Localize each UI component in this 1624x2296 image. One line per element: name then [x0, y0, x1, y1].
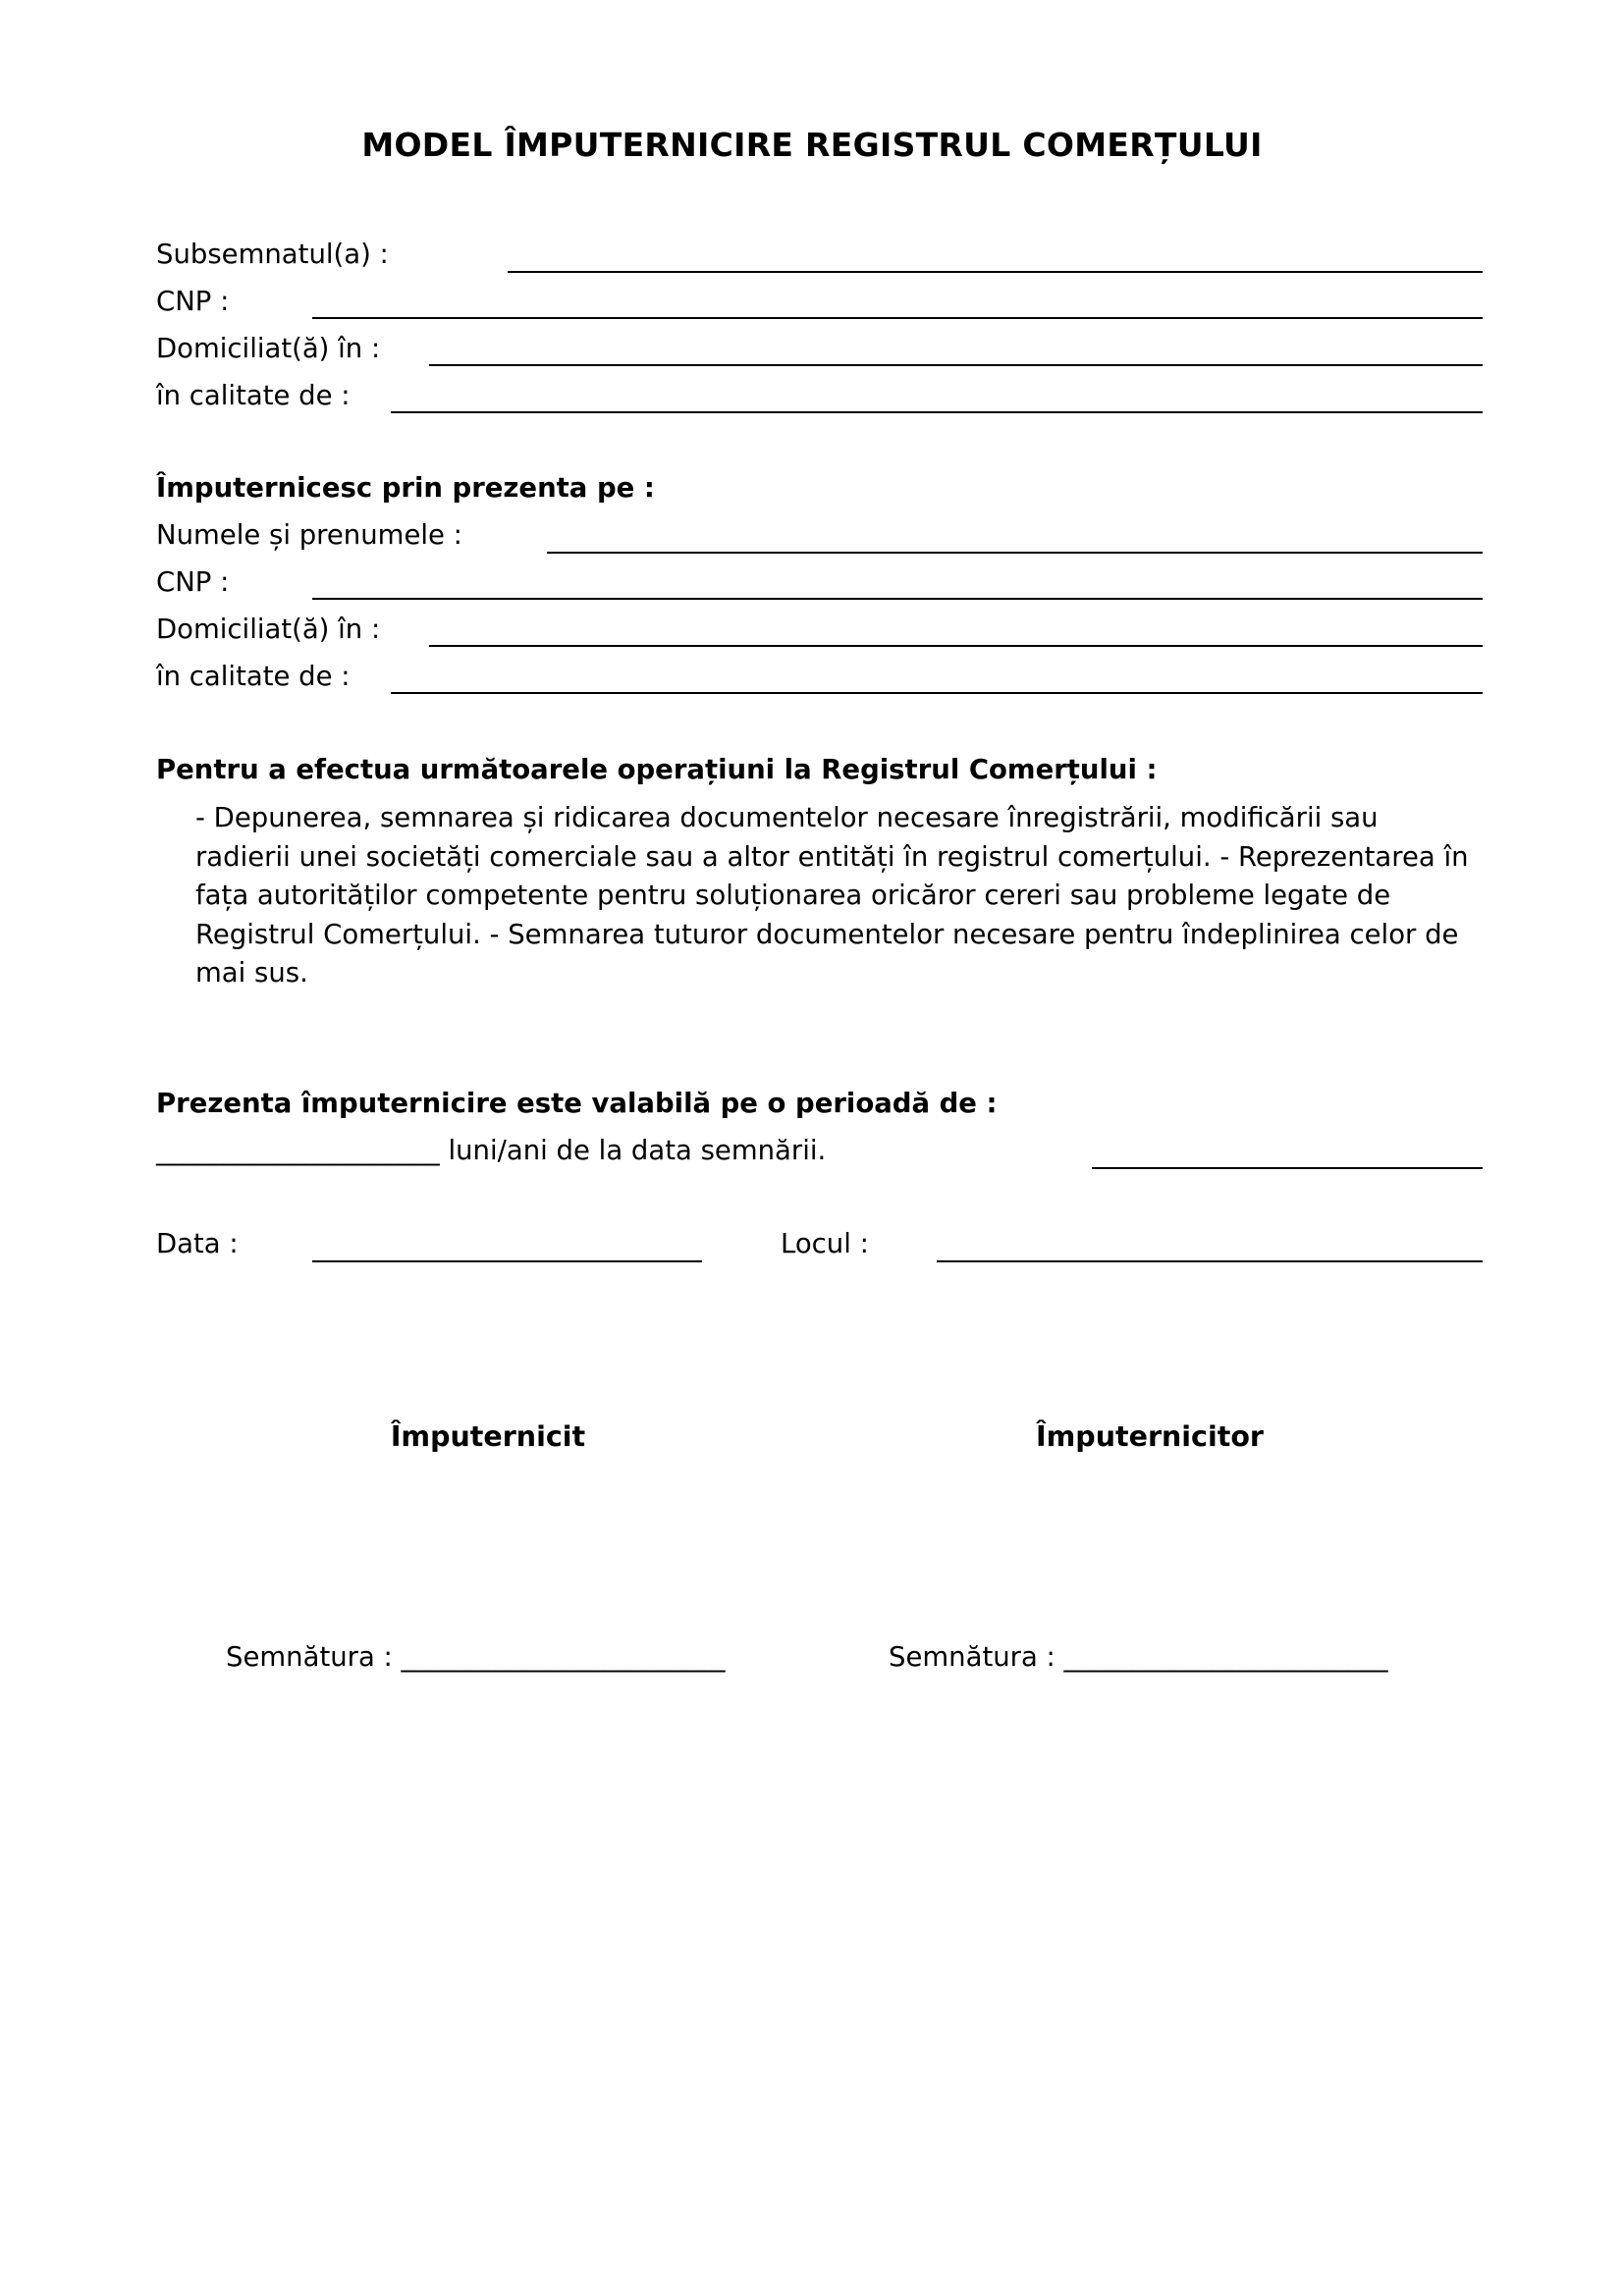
operations-text: - Depunerea, semnarea și ridicarea documentelor necesare înregistrării, modificării sau radierii unei societăți comerciale sau a altor entități în registrul comerțului. - Reprezentarea în fața autorităților competente pentru soluționarea oricăror cereri sau probleme legate de Registrul Comerțului. - Semnarea tuturor documentelor necesare pentru îndeplinirea celor de mai sus.	[195, 802, 1469, 988]
attorney-cnp-label: CNP :	[156, 566, 230, 598]
attorney-address-label: Domiciliat(ă) în :	[156, 614, 381, 645]
attorney-capacity-field[interactable]	[391, 692, 1483, 694]
validity-heading: Prezenta împuternicire este valabilă pe o perioadă de :	[156, 1088, 998, 1119]
grantor-capacity-field[interactable]	[391, 411, 1483, 413]
grantor-name-field[interactable]	[508, 271, 1483, 273]
grantor-cnp-label: CNP :	[156, 286, 230, 317]
attorney-heading: Împuternicesc prin prezenta pe :	[156, 472, 655, 504]
validity-text: _____________________ luni/ani de la data semnării.	[156, 1135, 827, 1166]
grantor-address-label: Domiciliat(ă) în :	[156, 333, 381, 364]
grantor-signature-title: Împuternicitor	[1036, 1420, 1264, 1453]
attorney-name-label: Numele și prenumele :	[156, 519, 462, 551]
attorney-signature-title: Împuternicit	[390, 1420, 586, 1453]
grantor-address-field[interactable]	[429, 364, 1483, 366]
place-field[interactable]	[937, 1260, 1483, 1262]
document-title: MODEL ÎMPUTERNICIRE REGISTRUL COMERȚULUI	[361, 126, 1263, 164]
date-field[interactable]	[312, 1260, 702, 1262]
date-label: Data :	[156, 1228, 239, 1259]
operations-heading: Pentru a efectua următoarele operațiuni la Registrul Comerțului :	[156, 754, 1158, 785]
grantor-capacity-label: în calitate de :	[156, 380, 351, 411]
grantor-signature-field[interactable]: Semnătura : ________________________	[889, 1641, 1388, 1673]
attorney-address-field[interactable]	[429, 645, 1483, 647]
validity-extra-field[interactable]	[1092, 1167, 1483, 1169]
attorney-cnp-field[interactable]	[312, 598, 1483, 600]
grantor-name-label: Subsemnatul(a) :	[156, 239, 389, 270]
attorney-signature-field[interactable]: Semnătura : ________________________	[226, 1641, 726, 1673]
attorney-name-field[interactable]	[547, 552, 1483, 554]
place-label: Locul :	[781, 1228, 869, 1259]
attorney-capacity-label: în calitate de :	[156, 661, 351, 692]
grantor-cnp-field[interactable]	[312, 317, 1483, 319]
